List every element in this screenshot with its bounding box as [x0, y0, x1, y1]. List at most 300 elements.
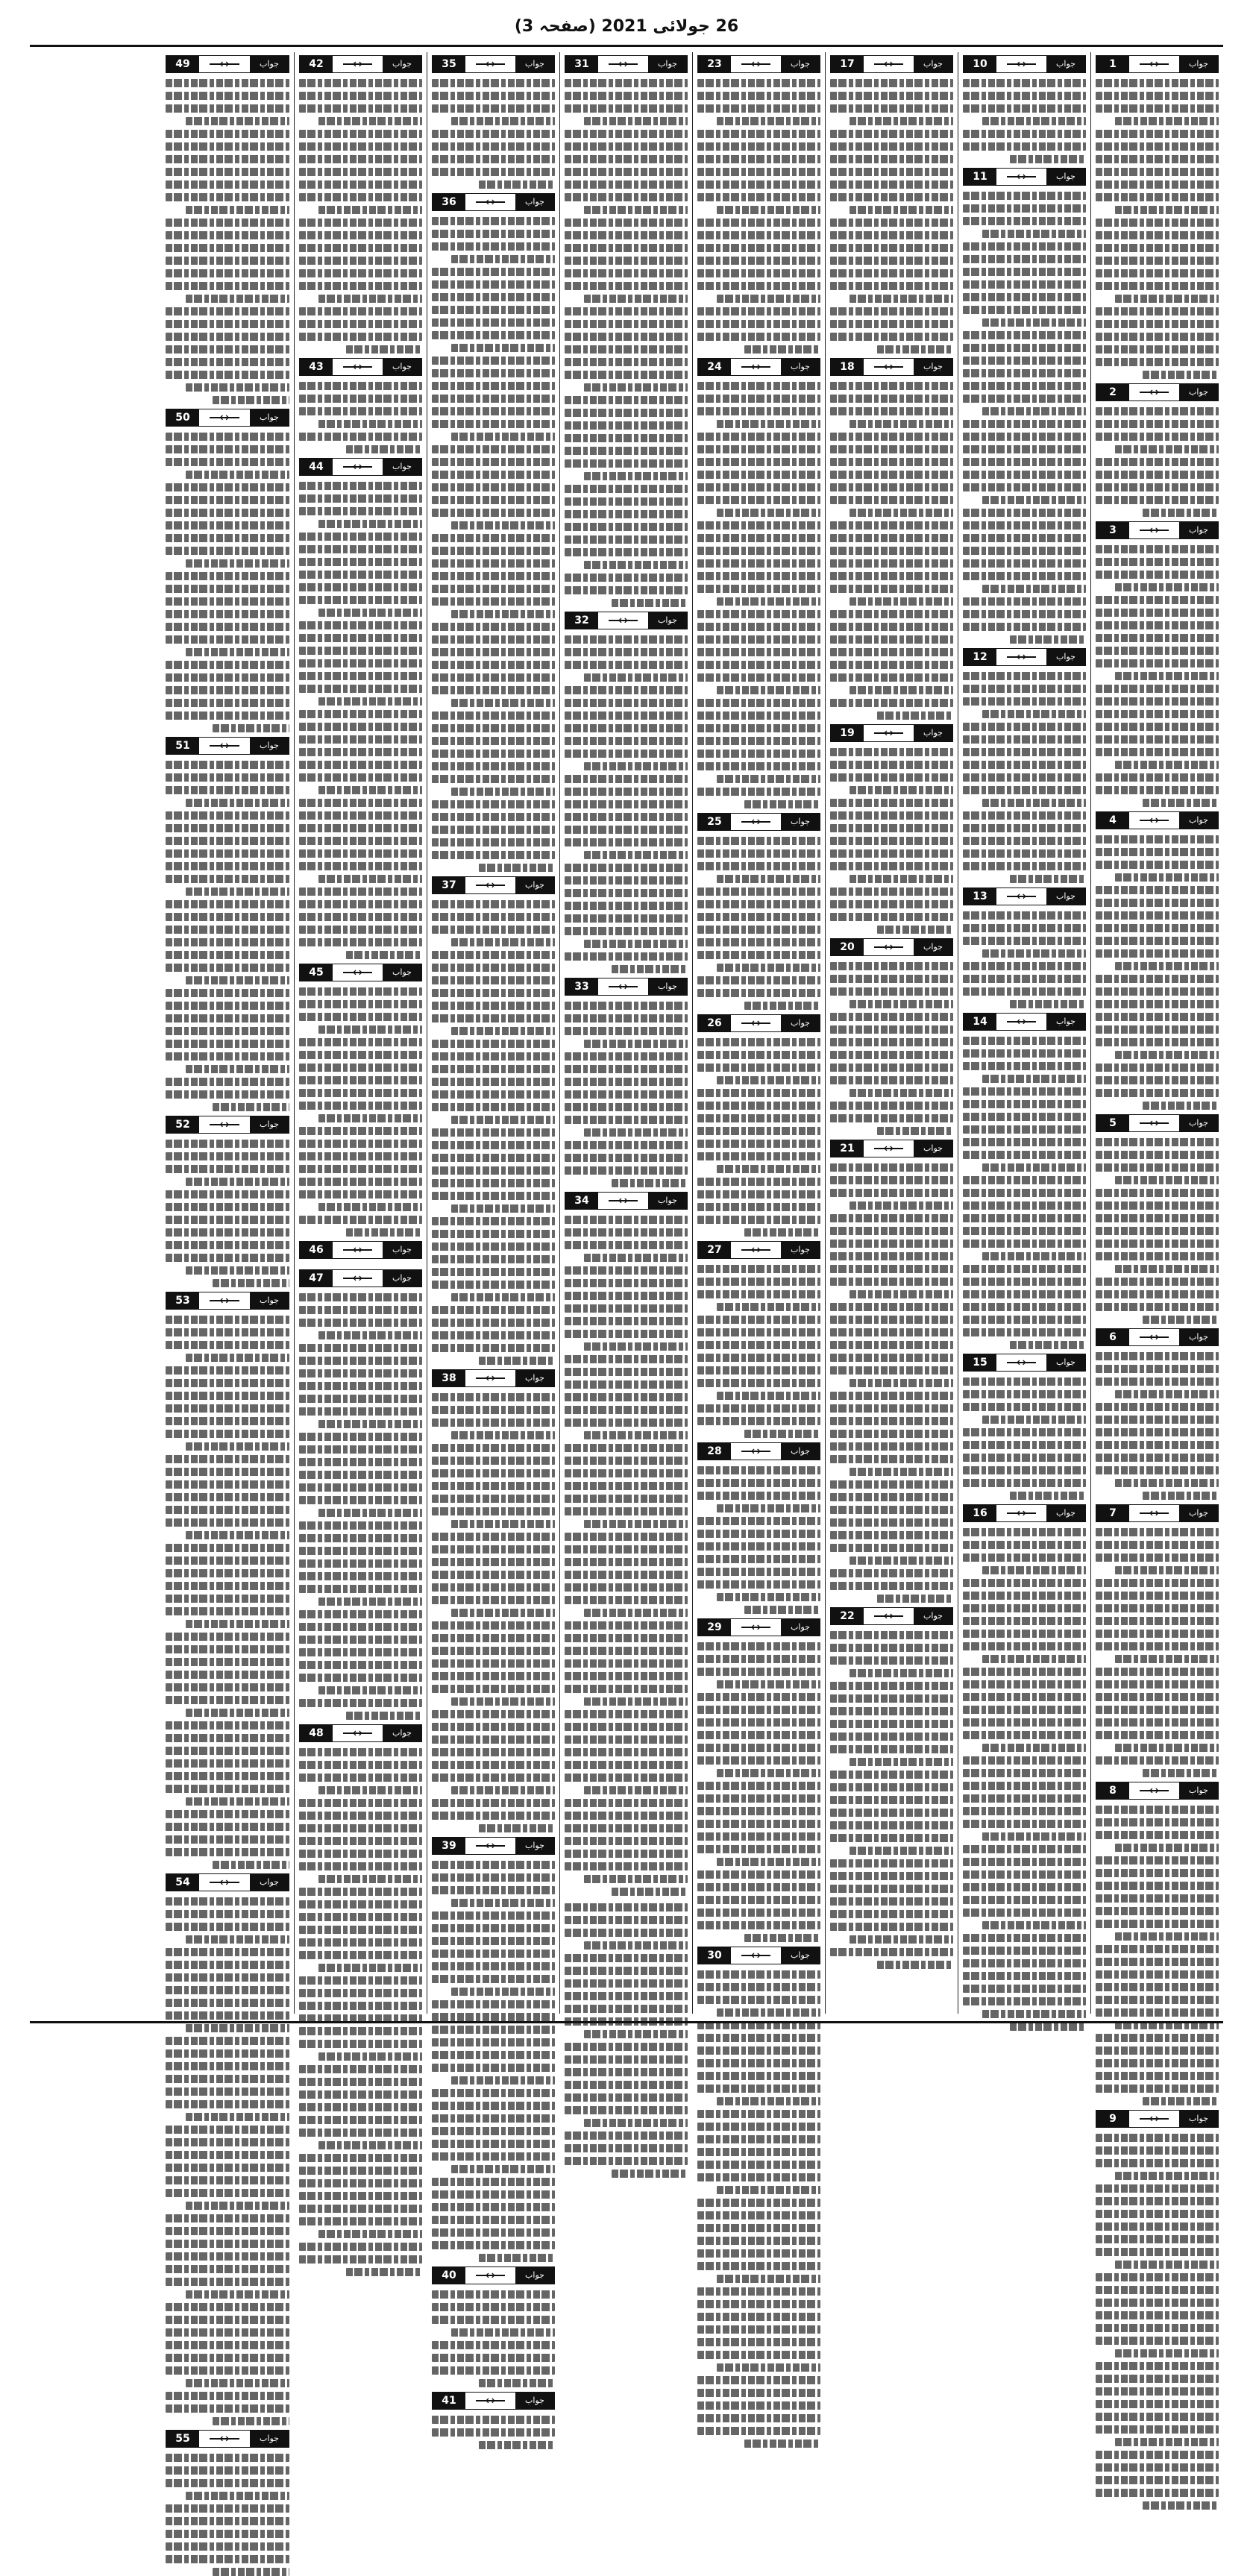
text-line	[697, 2376, 820, 2384]
text-line	[850, 686, 953, 694]
text-line	[299, 900, 422, 908]
text-line	[963, 1731, 1086, 1739]
text-line	[963, 1087, 1086, 1096]
article-header-strip	[565, 612, 688, 629]
text-line	[432, 2026, 555, 2034]
text-line	[299, 1888, 422, 1896]
text-line	[830, 1214, 953, 1222]
article-body-text	[697, 1262, 820, 1438]
text-line	[299, 1926, 422, 1934]
article-header-strip	[963, 648, 1086, 666]
text-line	[299, 1951, 422, 1959]
text-line	[963, 79, 1086, 87]
text-line	[451, 1988, 555, 1996]
article-number: 17	[831, 56, 864, 72]
text-line	[697, 1290, 820, 1298]
text-line	[1096, 1907, 1219, 1915]
text-line	[318, 2052, 422, 2061]
text-line	[963, 1265, 1086, 1273]
text-line	[166, 2062, 289, 2070]
text-line	[299, 1407, 422, 1416]
text-line	[432, 1002, 555, 1010]
text-line	[744, 2440, 820, 2448]
article-header-strip	[299, 1724, 422, 1742]
article-number: 5	[1096, 1115, 1129, 1131]
text-line	[697, 2135, 820, 2143]
column-7	[294, 52, 427, 2014]
text-line	[830, 1582, 953, 1590]
text-line	[697, 1668, 820, 1676]
article-body-text	[963, 908, 1086, 1008]
text-line	[432, 1924, 555, 1932]
text-line	[963, 1403, 1086, 1411]
double-arrow-icon	[333, 56, 383, 72]
text-line	[299, 1357, 422, 1365]
text-line	[166, 773, 289, 782]
article-body-text	[299, 1262, 422, 1265]
article-body-text	[1096, 542, 1219, 807]
text-line	[697, 635, 820, 644]
text-line	[830, 104, 953, 113]
column-1	[1090, 52, 1223, 2125]
text-line	[963, 1769, 1086, 1777]
text-line	[565, 231, 688, 239]
text-line	[584, 295, 688, 303]
text-line	[830, 1948, 953, 1956]
text-line	[432, 1268, 555, 1276]
text-line	[830, 471, 953, 479]
article	[697, 1618, 820, 1942]
article	[299, 1241, 422, 1265]
text-line	[697, 2123, 820, 2131]
text-line	[1115, 2261, 1219, 2269]
text-line	[963, 1820, 1086, 1828]
text-line	[166, 2466, 289, 2475]
text-line	[830, 1872, 953, 1880]
text-line	[299, 2179, 422, 2187]
text-line	[299, 1938, 422, 1947]
double-arrow-icon	[333, 1270, 383, 1287]
text-line	[451, 1431, 555, 1439]
text-line	[963, 1782, 1086, 1790]
text-line	[697, 2249, 820, 2258]
text-line	[1096, 773, 1219, 782]
text-line	[318, 295, 422, 303]
text-line	[299, 482, 422, 490]
article-header-strip	[697, 1618, 820, 1636]
double-arrow-icon	[731, 1443, 781, 1460]
text-line	[432, 1647, 555, 1655]
text-line	[982, 1416, 1086, 1424]
article-number: 39	[433, 1838, 465, 1854]
article-header-strip	[565, 1192, 688, 1210]
text-line	[963, 344, 1086, 352]
text-line	[697, 104, 820, 113]
text-line	[830, 320, 953, 328]
text-line	[963, 204, 1086, 213]
double-arrow-icon	[996, 169, 1046, 185]
text-line	[166, 2517, 289, 2525]
text-line	[1096, 2413, 1219, 2421]
text-line	[565, 193, 688, 201]
text-line	[166, 2240, 289, 2248]
article	[432, 2266, 555, 2387]
text-line	[850, 1000, 953, 1008]
text-line	[717, 875, 820, 883]
text-line	[432, 813, 555, 821]
article-body-text	[830, 379, 953, 720]
text-line	[1143, 2097, 1219, 2105]
text-line	[451, 344, 555, 352]
text-line	[963, 837, 1086, 845]
text-line	[166, 711, 289, 720]
article	[830, 358, 953, 720]
text-line	[565, 1116, 688, 1124]
text-line	[830, 962, 953, 970]
text-line	[717, 117, 820, 125]
text-line	[565, 1967, 688, 1975]
article-tag: جواب	[781, 1619, 820, 1636]
text-line	[1096, 886, 1219, 894]
text-line	[584, 1941, 688, 1950]
text-line	[565, 1850, 688, 1858]
article	[166, 1116, 289, 1287]
article-header-strip	[432, 2266, 555, 2284]
text-line	[432, 1937, 555, 1945]
text-line	[166, 1544, 289, 1552]
text-line	[166, 2328, 289, 2337]
text-line	[584, 2119, 688, 2127]
text-line	[830, 244, 953, 252]
text-line	[432, 268, 555, 276]
text-line	[1096, 231, 1219, 239]
text-line	[830, 1417, 953, 1425]
text-line	[697, 1580, 820, 1589]
text-line	[717, 775, 820, 783]
double-arrow-icon	[1129, 812, 1179, 829]
text-line	[299, 837, 422, 845]
text-line	[166, 79, 289, 87]
text-line	[432, 1723, 555, 1731]
text-line	[1115, 761, 1219, 769]
article-tag: جواب	[648, 612, 687, 629]
text-line	[432, 572, 555, 580]
text-line	[299, 1064, 422, 1072]
text-line	[299, 571, 422, 579]
article-tag: جواب	[781, 1947, 820, 1964]
text-line	[299, 1824, 422, 1832]
article-body-text	[697, 1967, 820, 2448]
text-line	[1096, 1983, 1219, 1991]
text-line	[830, 572, 953, 580]
text-line	[982, 1075, 1086, 1083]
text-line	[744, 1228, 820, 1237]
article-number: 4	[1096, 812, 1129, 829]
article-tag: جواب	[781, 814, 820, 830]
text-line	[1096, 1227, 1219, 1235]
text-line	[166, 219, 289, 227]
text-line	[1096, 2184, 1219, 2193]
article-number: 49	[166, 56, 199, 72]
text-line	[565, 1052, 688, 1061]
text-line	[963, 521, 1086, 530]
text-line	[963, 975, 1086, 983]
text-line	[432, 1319, 555, 1327]
text-line	[697, 1970, 820, 1979]
text-line	[186, 295, 289, 303]
double-arrow-icon	[333, 459, 383, 475]
double-arrow-icon	[864, 1140, 914, 1157]
text-line	[963, 1642, 1086, 1650]
text-line	[166, 333, 289, 341]
text-line	[963, 685, 1086, 693]
article-tag: جواب	[383, 56, 421, 72]
text-line	[963, 962, 1086, 970]
text-line	[346, 1228, 422, 1237]
text-line	[963, 1959, 1086, 1967]
text-line	[963, 1794, 1086, 1803]
text-line	[299, 926, 422, 934]
text-line	[1096, 835, 1219, 844]
text-line	[1115, 1566, 1219, 1574]
text-line	[1096, 1996, 1219, 2004]
text-line	[565, 1469, 688, 1477]
text-line	[584, 940, 688, 948]
text-line	[1096, 659, 1219, 667]
article-number: 54	[166, 1874, 199, 1891]
text-line	[479, 2379, 555, 2387]
double-arrow-icon	[598, 1193, 648, 1209]
text-line	[166, 1923, 289, 1931]
text-line	[565, 1330, 688, 1338]
text-line	[1096, 257, 1219, 265]
article-header-strip	[697, 1241, 820, 1259]
text-line	[830, 1480, 953, 1489]
text-line	[877, 345, 953, 354]
text-line	[565, 1014, 688, 1022]
text-line	[1096, 1958, 1219, 1966]
text-line	[186, 1065, 289, 1073]
text-line	[697, 1466, 820, 1474]
text-line	[717, 1303, 820, 1311]
double-arrow-icon	[598, 612, 648, 629]
text-line	[318, 1509, 422, 1517]
column-8	[161, 52, 294, 2445]
text-line	[830, 673, 953, 682]
text-line	[565, 1380, 688, 1389]
text-line	[166, 1392, 289, 1400]
text-line	[1096, 142, 1219, 151]
text-line	[744, 800, 820, 808]
text-line	[166, 2303, 289, 2311]
text-line	[166, 635, 289, 644]
text-line	[697, 1542, 820, 1551]
text-line	[830, 1656, 953, 1665]
text-line	[830, 1303, 953, 1311]
text-line	[565, 1929, 688, 1937]
text-line	[299, 1344, 422, 1352]
text-line	[166, 193, 289, 201]
text-line	[565, 1672, 688, 1680]
text-line	[697, 610, 820, 618]
text-line	[479, 2441, 555, 2449]
text-line	[166, 2126, 289, 2134]
text-line	[830, 547, 953, 555]
article-body-text	[1096, 1803, 1219, 2105]
article	[1096, 55, 1219, 379]
text-line	[697, 433, 820, 441]
text-line	[166, 1785, 289, 1793]
text-line	[1096, 1731, 1219, 1739]
text-line	[166, 849, 289, 858]
text-line	[432, 1495, 555, 1503]
text-line	[432, 2228, 555, 2237]
text-line	[166, 1417, 289, 1425]
text-line	[963, 1934, 1086, 1942]
article-header-strip	[166, 55, 289, 73]
text-line	[432, 2316, 555, 2324]
text-line	[697, 445, 820, 453]
text-line	[963, 104, 1086, 113]
double-arrow-icon	[731, 1619, 781, 1636]
text-line	[186, 976, 289, 984]
text-line	[565, 724, 688, 732]
article-tag: جواب	[1046, 888, 1085, 905]
article-header-strip	[166, 1116, 289, 1134]
text-line	[963, 1680, 1086, 1688]
text-line	[1096, 1894, 1219, 1903]
text-line	[830, 382, 953, 390]
text-line	[432, 1103, 555, 1111]
text-line	[565, 635, 688, 644]
text-line	[830, 79, 953, 87]
article-header-strip	[299, 1269, 422, 1287]
double-arrow-icon	[996, 649, 1046, 665]
article-number: 16	[964, 1505, 996, 1521]
text-line	[1115, 672, 1219, 680]
double-arrow-icon	[1129, 1329, 1179, 1345]
text-line	[166, 1216, 289, 1224]
text-line	[830, 699, 953, 707]
text-line	[166, 951, 289, 959]
text-line	[1096, 949, 1219, 958]
article-header-strip	[166, 1873, 289, 1891]
text-line	[299, 2205, 422, 2213]
text-line	[963, 1240, 1086, 1248]
text-line	[697, 1354, 820, 1362]
text-line	[565, 1558, 688, 1566]
text-line	[697, 333, 820, 341]
text-line	[166, 1152, 289, 1160]
article-header-strip	[963, 55, 1086, 73]
article-body-text	[1096, 404, 1219, 517]
text-line	[565, 1507, 688, 1515]
text-line	[877, 926, 953, 934]
text-line	[963, 369, 1086, 377]
article-number: 14	[964, 1014, 996, 1030]
text-line	[451, 699, 555, 707]
text-line	[697, 837, 820, 845]
text-line	[697, 2313, 820, 2321]
double-arrow-icon	[199, 1874, 250, 1891]
text-line	[697, 1366, 820, 1375]
article-number: 23	[698, 56, 731, 72]
text-line	[697, 320, 820, 328]
text-line	[565, 1279, 688, 1287]
text-line	[1143, 1316, 1219, 1324]
text-line	[299, 1102, 422, 1110]
text-line	[830, 1051, 953, 1059]
text-line	[717, 1392, 820, 1400]
text-line	[1143, 799, 1219, 807]
text-line	[299, 2167, 422, 2175]
article-tag: جواب	[250, 738, 289, 754]
text-line	[432, 1571, 555, 1579]
text-line	[299, 219, 422, 227]
text-line	[432, 1583, 555, 1592]
article-number: 47	[300, 1270, 333, 1287]
text-line	[166, 1848, 289, 1856]
text-line	[432, 1406, 555, 1414]
text-line	[963, 1617, 1086, 1625]
article	[166, 55, 289, 404]
text-line	[1096, 1882, 1219, 1890]
text-line	[612, 1179, 688, 1187]
text-line	[1096, 104, 1219, 113]
text-line	[1096, 697, 1219, 706]
text-line	[830, 1038, 953, 1046]
text-line	[299, 333, 422, 341]
text-line	[612, 1888, 688, 1896]
text-line	[432, 648, 555, 656]
text-line	[963, 268, 1086, 276]
article-tag: جواب	[1046, 169, 1085, 185]
text-line	[830, 407, 953, 415]
text-line	[299, 1623, 422, 1631]
text-line	[830, 458, 953, 466]
text-line	[982, 318, 1086, 327]
text-line	[1096, 2273, 1219, 2281]
text-line	[299, 849, 422, 858]
text-line	[186, 471, 289, 479]
text-line	[213, 1103, 289, 1111]
text-line	[697, 1921, 820, 1929]
text-line	[1115, 962, 1219, 970]
article-header-strip	[299, 964, 422, 981]
text-line	[299, 2255, 422, 2264]
text-line	[432, 242, 555, 251]
article-header-strip	[830, 938, 953, 956]
text-line	[166, 2176, 289, 2184]
newspaper-page	[30, 10, 1223, 2445]
text-line	[565, 914, 688, 923]
text-line	[565, 838, 688, 846]
text-line	[1096, 975, 1219, 983]
text-line	[963, 1604, 1086, 1612]
article-header-strip	[565, 55, 688, 73]
text-line	[432, 395, 555, 403]
text-line	[830, 521, 953, 530]
text-line	[697, 1316, 820, 1324]
text-line	[963, 1328, 1086, 1336]
text-line	[166, 610, 289, 618]
text-line	[299, 168, 422, 176]
article-tag: جواب	[1046, 1505, 1085, 1521]
text-line	[963, 1189, 1086, 1197]
article	[432, 1837, 555, 2262]
article-header-strip	[963, 168, 1086, 186]
text-line	[565, 2106, 688, 2114]
